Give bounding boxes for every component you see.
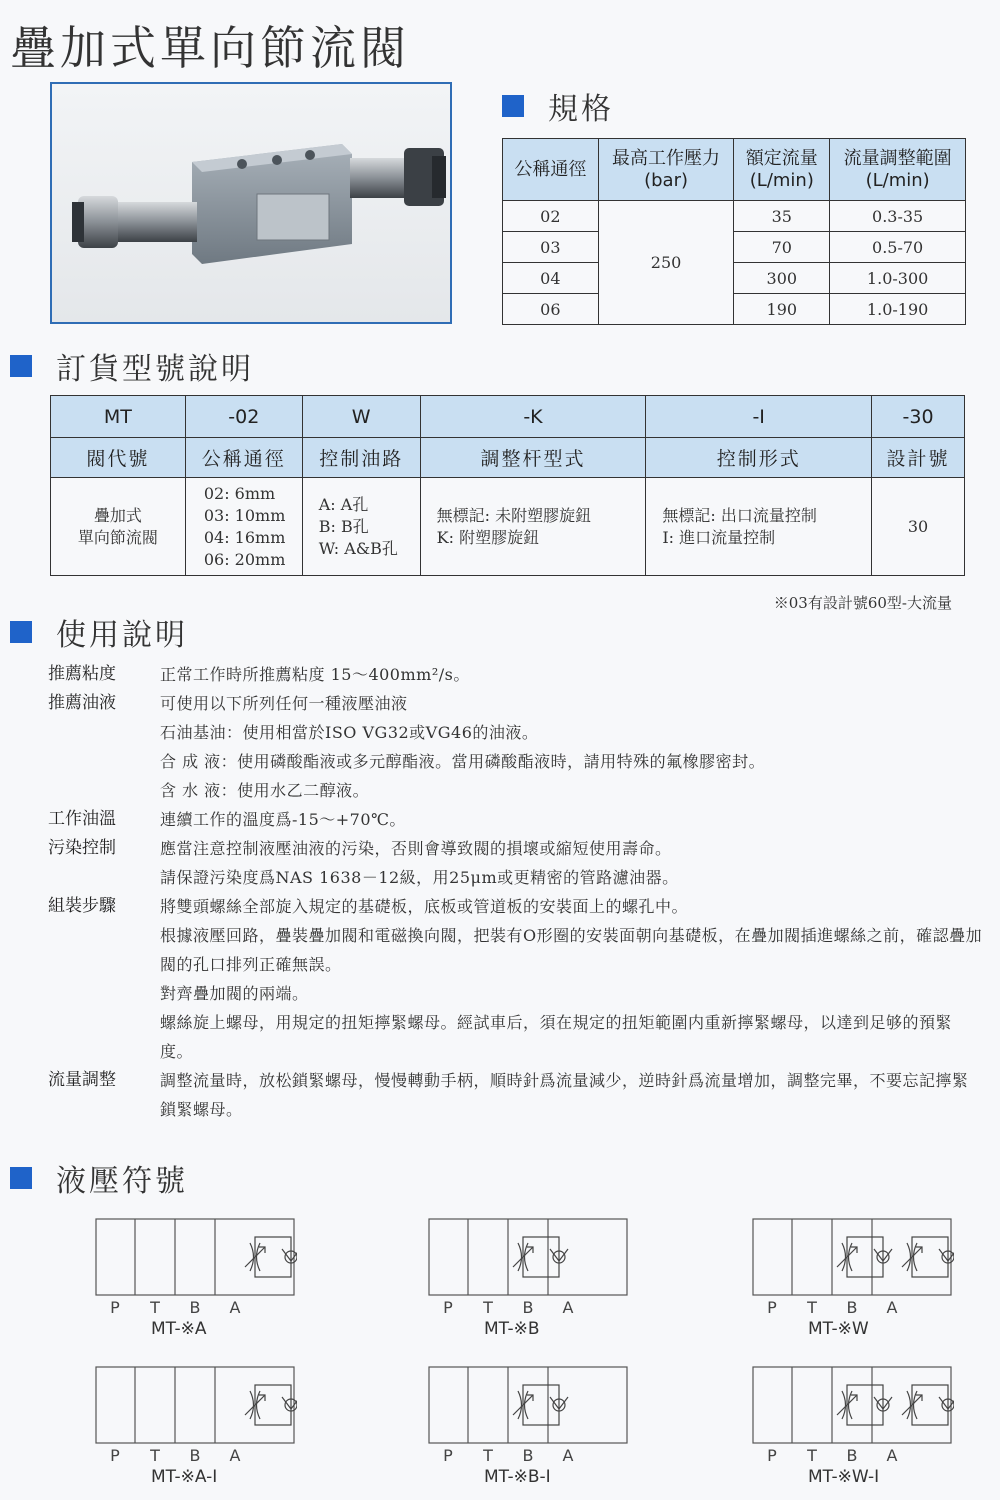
desc-line: A: A孔 B: B孔 W: A&B孔 (302, 478, 420, 576)
usage-item (48, 805, 983, 834)
port-label: P (767, 1446, 777, 1465)
port-label: A (886, 1446, 898, 1465)
port-label: T (483, 1446, 493, 1465)
port-label: B (189, 1446, 201, 1465)
order-desc-row (51, 478, 965, 576)
usage-list (48, 660, 983, 1124)
port-label: B (522, 1298, 534, 1317)
usage-line: 正常工作時所推薦粘度 15～400mm²/s。 (160, 665, 470, 684)
symbol-diagram (95, 1218, 297, 1296)
usage-key: 污染控制 (48, 838, 116, 858)
table-row: 06 190 1.0-190 (503, 294, 966, 325)
section-marker-icon (502, 95, 524, 117)
port-label: P (443, 1298, 453, 1317)
section-order (10, 344, 254, 388)
port-label: P (767, 1298, 777, 1317)
port-label: B (189, 1298, 201, 1317)
page-title: 疊加式單向節流閥 (10, 21, 410, 75)
desc-type: 疊加式 單向節流閥 (51, 478, 186, 576)
usage-line: 連續工作的溫度爲-15～+70℃。 (160, 810, 406, 829)
symbol-caption: MT-※W-I (808, 1467, 880, 1487)
usage-item (48, 892, 983, 1066)
hydraulic-symbol (95, 1218, 325, 1339)
usage-key: 工作油溫 (48, 809, 116, 829)
usage-line: 將雙頭螺絲全部旋入規定的基礎板，底板或管道板的安裝面上的螺孔中。 (160, 897, 689, 916)
product-photo (50, 82, 452, 324)
port-label: P (110, 1298, 120, 1317)
spec-header: 公稱通徑 (503, 139, 599, 201)
usage-line: 可使用以下所列任何一種液壓油液 (160, 694, 408, 713)
usage-item (48, 689, 983, 805)
order-note: ※03有設計號60型-大流量 (773, 594, 952, 612)
port-label: T (150, 1298, 160, 1317)
usage-key: 推薦油液 (48, 693, 116, 713)
symbol-ports (752, 1298, 982, 1317)
hydraulic-symbol (428, 1218, 658, 1339)
max-pressure-cell: 250 (598, 201, 734, 325)
usage-line: 對齊疊加閥的兩端。 (160, 984, 309, 1003)
section-marker-icon (10, 621, 32, 643)
symbol-caption: MT-※A (151, 1319, 207, 1339)
spec-header: 流量調整範圍 (L/min) (830, 139, 966, 201)
symbol-diagram (752, 1366, 954, 1444)
port-label: B (522, 1446, 534, 1465)
section-spec (502, 84, 614, 128)
port-label: T (483, 1298, 493, 1317)
section-spec-title: 規格 (548, 92, 614, 127)
desc-design: 30 (872, 478, 965, 576)
hydraulic-symbol (428, 1366, 658, 1487)
usage-line: 調整流量時，放松鎖緊螺母，慢慢轉動手柄，順時針爲流量減少，逆時針爲流量增加，調整完畢，不要忘記擰緊鎖緊螺母。 (160, 1071, 969, 1119)
symbol-caption: MT-※A-I (151, 1467, 218, 1487)
symbol-ports (95, 1298, 325, 1317)
order-code-row: MT -02 W -K -I -30 (51, 396, 965, 438)
symbol-caption: MT-※B-I (484, 1467, 551, 1487)
order-label-row: 閥代號 公稱通徑 控制油路 調整杆型式 控制形式 設計號 (51, 438, 965, 478)
port-label: A (886, 1298, 898, 1317)
symbol-diagram (95, 1366, 297, 1444)
order-code-table (50, 395, 965, 576)
section-symbol-title: 液壓符號 (56, 1164, 188, 1199)
symbol-caption: MT-※W (808, 1319, 869, 1339)
desc-knob: 無標記: 未附塑膠旋鈕 K: 附塑膠旋鈕 (420, 478, 646, 576)
port-label: B (846, 1298, 858, 1317)
port-label: A (229, 1298, 241, 1317)
port-label: T (150, 1446, 160, 1465)
symbol-ports (428, 1446, 658, 1465)
spec-table (502, 138, 966, 325)
section-marker-icon (10, 1167, 32, 1189)
section-order-title: 訂貨型號說明 (56, 352, 254, 387)
hydraulic-symbol (752, 1218, 982, 1339)
section-symbol (10, 1156, 188, 1200)
port-label: T (807, 1446, 817, 1465)
usage-item (48, 660, 983, 689)
hydraulic-symbol (752, 1366, 982, 1487)
usage-item (48, 1066, 983, 1124)
symbol-ports (752, 1446, 982, 1465)
section-marker-icon (10, 355, 32, 377)
table-row: 03 70 0.5-70 (503, 232, 966, 263)
port-label: P (110, 1446, 120, 1465)
spec-header: 最高工作壓力 (bar) (598, 139, 734, 201)
spec-header-row (503, 139, 966, 201)
symbol-ports (95, 1446, 325, 1465)
symbol-diagram (752, 1218, 954, 1296)
usage-line: 應當注意控制液壓油液的污染，否則會導致閥的損壞或縮短使用壽命。 (160, 839, 672, 858)
section-usage-title: 使用說明 (56, 618, 188, 653)
usage-line: 石油基油：使用相當於ISO VG32或VG46的油液。 (160, 723, 539, 742)
port-label: P (443, 1446, 453, 1465)
symbol-diagram (428, 1366, 630, 1444)
symbol-ports (428, 1298, 658, 1317)
hydraulic-symbol (95, 1366, 325, 1487)
port-label: A (562, 1298, 574, 1317)
usage-line: 合 成 液：使用磷酸酯液或多元醇酯液。當用磷酸酯液時，請用特殊的氟橡膠密封。 (160, 752, 766, 771)
valve-illustration (52, 84, 450, 322)
usage-item (48, 834, 983, 892)
desc-size: 02: 6mm 03: 10mm 04: 16mm 06: 20mm (185, 478, 302, 576)
port-label: T (807, 1298, 817, 1317)
symbol-diagram (428, 1218, 630, 1296)
symbol-caption: MT-※B (484, 1319, 540, 1339)
usage-line: 請保證污染度爲NAS 1638－12級，用25μm或更精密的管路濾油器。 (160, 868, 679, 887)
usage-line: 根據液壓回路，疊裝疊加閥和電磁換向閥，把裝有O形圈的安裝面朝向基礎板，在疊加閥插進螺絲之前，確認疊加閥的孔口排列正確無誤。 (160, 926, 983, 974)
usage-key: 推薦粘度 (48, 664, 116, 684)
table-row: 02 250 35 0.3-35 (503, 201, 966, 232)
table-row: 04 300 1.0-300 (503, 263, 966, 294)
port-label: A (229, 1446, 241, 1465)
port-label: B (846, 1446, 858, 1465)
usage-key: 組裝步驟 (48, 896, 116, 916)
section-usage (10, 610, 188, 654)
port-label: A (562, 1446, 574, 1465)
usage-key: 流量調整 (48, 1070, 116, 1090)
desc-ctrl: 無標記: 出口流量控制 I: 進口流量控制 (646, 478, 872, 576)
spec-header: 額定流量 (L/min) (734, 139, 830, 201)
usage-line: 含 水 液：使用水乙二醇液。 (160, 781, 370, 800)
usage-line: 螺絲旋上螺母，用規定的扭矩擰緊螺母。經試車后，須在規定的扭矩範圍内重新擰緊螺母，以達到足够的預緊度。 (160, 1013, 953, 1061)
